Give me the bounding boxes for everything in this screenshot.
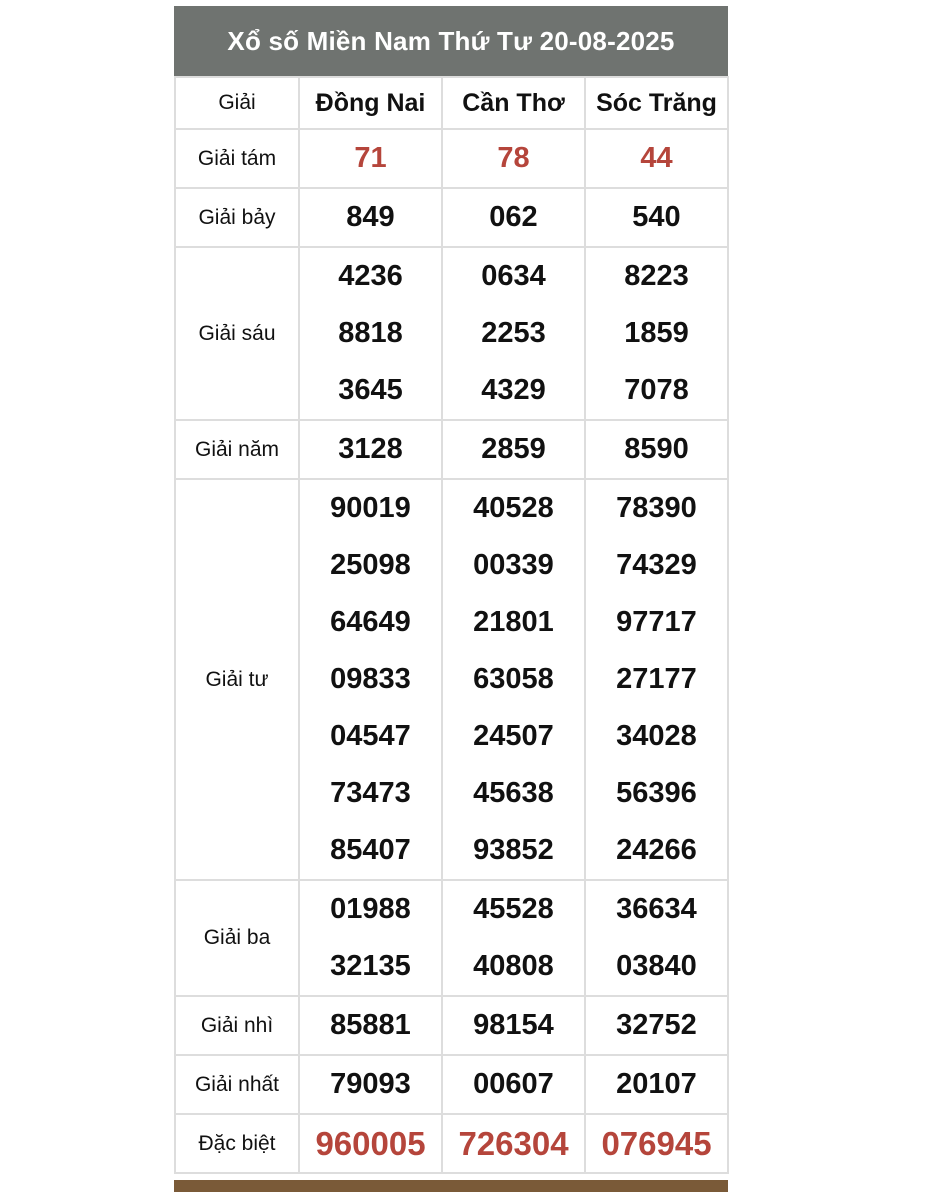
result-number: 97717: [616, 606, 697, 638]
result-number: 21801: [473, 606, 554, 638]
prize-label: Giải nhất: [175, 1055, 299, 1114]
result-number: 062: [489, 201, 538, 233]
result-cell-soc-trang: [585, 1114, 728, 1173]
prize-row: [175, 880, 728, 996]
prize-row: [175, 188, 728, 247]
result-number: 09833: [330, 663, 411, 695]
result-number: 56396: [616, 777, 697, 809]
result-cell-dong-nai: [299, 1055, 442, 1114]
prize-row: [175, 996, 728, 1055]
result-number: 00607: [473, 1068, 554, 1100]
result-cell-dong-nai: [299, 129, 442, 188]
result-cell-soc-trang: [585, 1055, 728, 1114]
header-prize-label: Giải: [175, 77, 299, 129]
result-number: 2859: [481, 433, 546, 465]
result-number: 32752: [616, 1009, 697, 1041]
result-number: 24507: [473, 720, 554, 752]
result-number: 64649: [330, 606, 411, 638]
result-number: 90019: [330, 492, 411, 524]
result-number: 71: [354, 142, 387, 174]
result-number: 0634: [481, 260, 546, 292]
result-number: 45528: [473, 893, 554, 925]
prize-label: Giải tám: [175, 129, 299, 188]
results-table: [174, 76, 729, 1174]
result-number: 78: [497, 142, 530, 174]
result-cell-soc-trang: [585, 479, 728, 880]
result-cell-can-tho: [442, 1055, 585, 1114]
result-number: 40808: [473, 950, 554, 982]
result-cell-dong-nai: [299, 880, 442, 996]
result-cell-dong-nai: [299, 479, 442, 880]
result-number: 7078: [624, 374, 689, 406]
result-cell-dong-nai: [299, 1114, 442, 1173]
prize-label: Giải sáu: [175, 247, 299, 420]
result-cell-dong-nai: [299, 996, 442, 1055]
result-number: 960005: [315, 1125, 426, 1162]
result-number: 85407: [330, 834, 411, 866]
result-number: 79093: [330, 1068, 411, 1100]
result-number: 849: [346, 201, 395, 233]
prize-label: Đặc biệt: [175, 1114, 299, 1173]
result-number: 3128: [338, 433, 403, 465]
result-cell-soc-trang: [585, 188, 728, 247]
prize-label: Giải nhì: [175, 996, 299, 1055]
result-number: 01988: [330, 893, 411, 925]
prize-row: [175, 479, 728, 880]
result-cell-can-tho: [442, 880, 585, 996]
result-number: 32135: [330, 950, 411, 982]
result-number: 076945: [601, 1125, 712, 1162]
page-title: Xổ số Miền Nam Thứ Tư 20-08-2025: [174, 6, 728, 76]
bottom-bar: [174, 1180, 728, 1192]
prize-row: [175, 420, 728, 479]
result-number: 85881: [330, 1009, 411, 1041]
result-number: 78390: [616, 492, 697, 524]
result-number: 36634: [616, 893, 697, 925]
result-number: 03840: [616, 950, 697, 982]
result-cell-can-tho: [442, 996, 585, 1055]
prize-row: [175, 247, 728, 420]
header-province-can-tho: Cần Thơ: [442, 77, 585, 129]
result-number: 1859: [624, 317, 689, 349]
result-number: 8590: [624, 433, 689, 465]
result-number: 540: [632, 201, 681, 233]
result-cell-soc-trang: [585, 880, 728, 996]
result-cell-can-tho: [442, 188, 585, 247]
result-cell-can-tho: [442, 129, 585, 188]
result-number: 93852: [473, 834, 554, 866]
result-cell-dong-nai: [299, 247, 442, 420]
results-card: [174, 6, 728, 1192]
result-number: 98154: [473, 1009, 554, 1041]
prize-label: Giải năm: [175, 420, 299, 479]
result-number: 40528: [473, 492, 554, 524]
result-number: 2253: [481, 317, 546, 349]
result-number: 726304: [458, 1125, 569, 1162]
result-number: 3645: [338, 374, 403, 406]
result-number: 27177: [616, 663, 697, 695]
result-cell-can-tho: [442, 1114, 585, 1173]
result-number: 45638: [473, 777, 554, 809]
header-row: [175, 77, 728, 129]
result-number: 20107: [616, 1068, 697, 1100]
header-province-dong-nai: Đồng Nai: [299, 77, 442, 129]
result-number: 44: [640, 142, 673, 174]
result-cell-soc-trang: [585, 247, 728, 420]
prize-label: Giải bảy: [175, 188, 299, 247]
result-cell-soc-trang: [585, 420, 728, 479]
prize-row: [175, 129, 728, 188]
header-province-soc-trang: Sóc Trăng: [585, 77, 728, 129]
result-cell-can-tho: [442, 420, 585, 479]
result-number: 63058: [473, 663, 554, 695]
result-cell-can-tho: [442, 247, 585, 420]
result-number: 4236: [338, 260, 403, 292]
prize-row: [175, 1114, 728, 1173]
prize-row: [175, 1055, 728, 1114]
result-cell-can-tho: [442, 479, 585, 880]
result-number: 24266: [616, 834, 697, 866]
result-number: 8223: [624, 260, 689, 292]
result-cell-dong-nai: [299, 420, 442, 479]
result-number: 4329: [481, 374, 546, 406]
prize-label: Giải tư: [175, 479, 299, 880]
result-number: 74329: [616, 549, 697, 581]
result-cell-soc-trang: [585, 996, 728, 1055]
result-number: 34028: [616, 720, 697, 752]
result-number: 04547: [330, 720, 411, 752]
result-cell-soc-trang: [585, 129, 728, 188]
result-number: 73473: [330, 777, 411, 809]
result-cell-dong-nai: [299, 188, 442, 247]
prize-label: Giải ba: [175, 880, 299, 996]
result-number: 00339: [473, 549, 554, 581]
result-number: 25098: [330, 549, 411, 581]
result-number: 8818: [338, 317, 403, 349]
